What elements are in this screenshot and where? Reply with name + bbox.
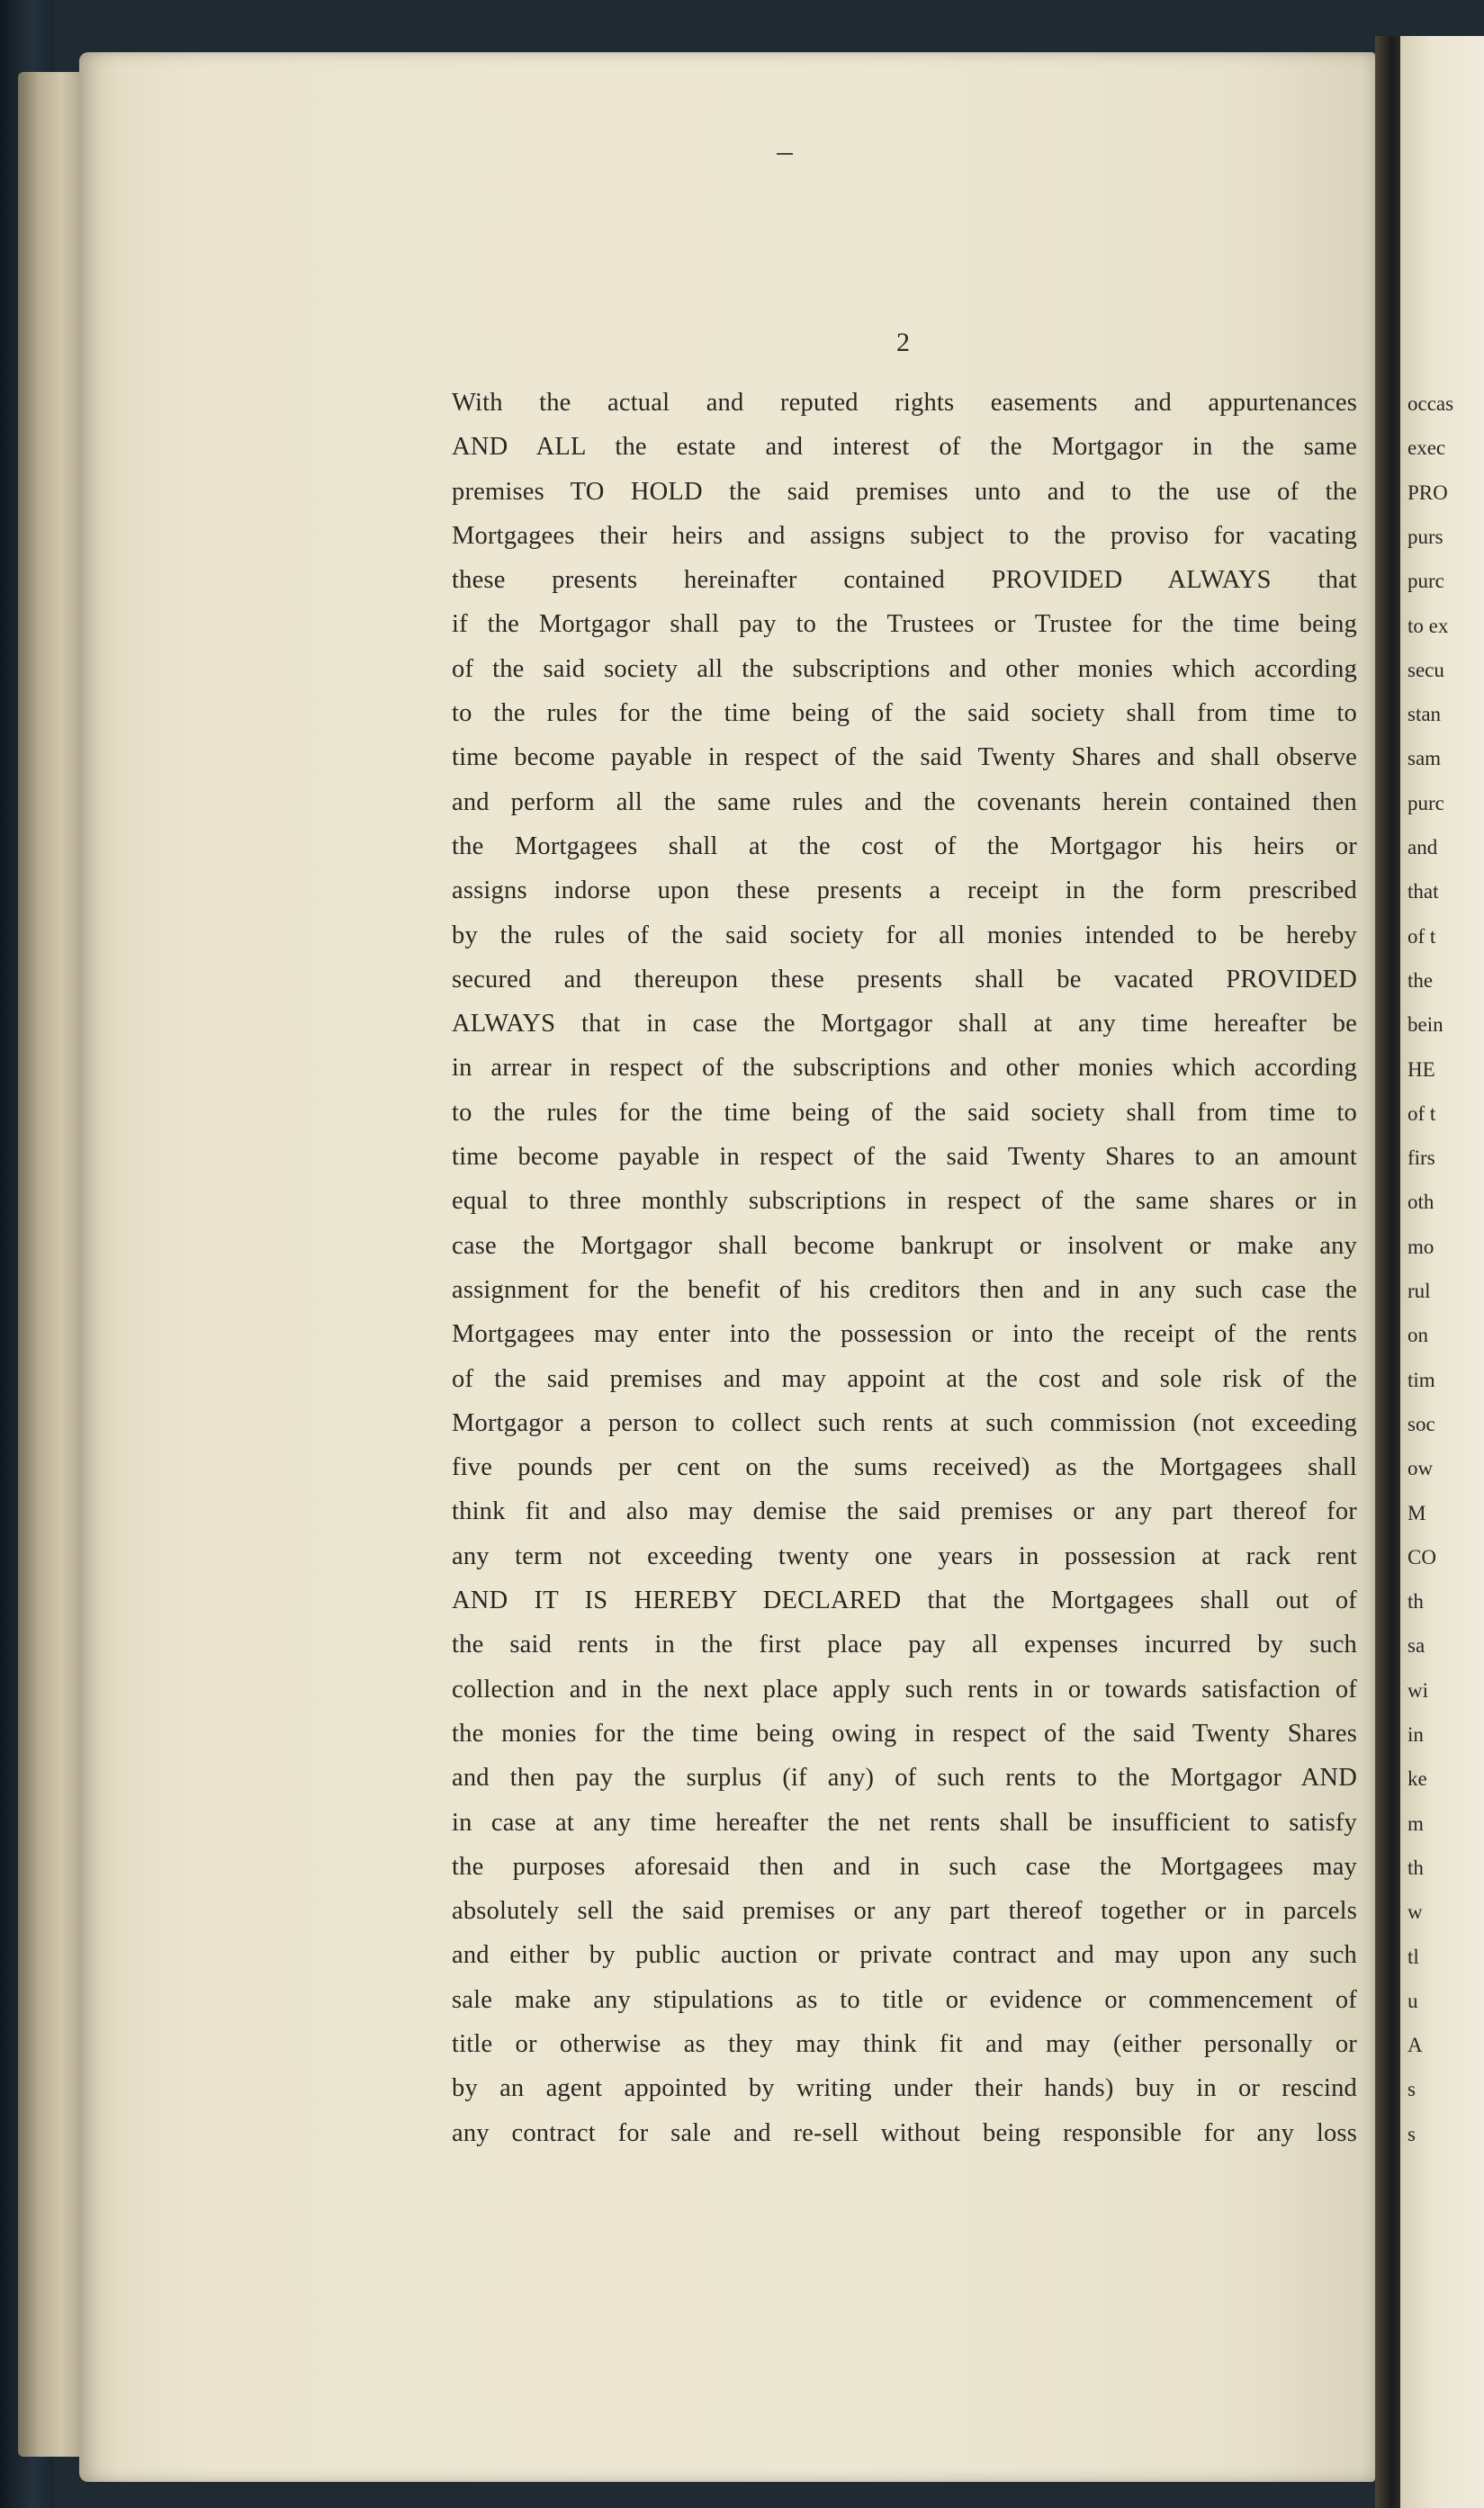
text-line: sale make any stipulations as to title or evidence or commencement of (452, 1985, 1357, 2014)
text-line: the purposes aforesaid then and in such case the Mortgagees may (452, 1852, 1357, 1881)
next-page-fragment: purc (1408, 570, 1444, 593)
text-line: Mortgagees may enter into the possession or into the receipt of the rents (452, 1320, 1357, 1349)
next-page-fragment: CO (1408, 1545, 1436, 1569)
text-line: assignment for the benefit of his creditors then and in any such case the (452, 1275, 1357, 1304)
next-page-fragment: m (1408, 1811, 1424, 1835)
text-line: equal to three monthly subscriptions in respect of the same shares or in (452, 1187, 1357, 1216)
top-dash-mark (777, 153, 793, 155)
text-line: and perform all the same rules and the covenants herein contained then (452, 787, 1357, 816)
book-gutter (1375, 36, 1402, 2508)
page-body-text (452, 381, 1357, 2155)
next-page-fragment: on (1408, 1324, 1428, 1347)
next-page-fragment: sam (1408, 747, 1442, 770)
next-page-fragment: sa (1408, 1634, 1426, 1658)
text-line: ALWAYS that in case the Mortgagor shall at any time hereafter be (452, 1010, 1357, 1038)
page-number: 2 (896, 328, 910, 357)
next-page-fragment: occas (1408, 392, 1454, 415)
text-line: the monies for the time being owing in respect of the said Twenty Shares (452, 1719, 1357, 1748)
text-line: title or otherwise as they may think fit and may (either personally or (452, 2029, 1357, 2058)
next-page-fragment: in (1408, 1723, 1424, 1746)
next-page-fragment: purc (1408, 791, 1444, 814)
text-line: assigns indorse upon these presents a receipt in the form prescribed (452, 876, 1357, 905)
next-page-fragment: to ex (1408, 614, 1449, 637)
next-page-fragment: M (1408, 1501, 1426, 1524)
text-line: time become payable in respect of the said Twenty Shares and shall observe (452, 743, 1357, 772)
text-line: AND IT IS HEREBY DECLARED that the Mortgagees shall out of (452, 1587, 1357, 1615)
text-line: AND ALL the estate and interest of the Mortgagor in the same (452, 433, 1357, 462)
next-page-fragment: oth (1408, 1191, 1435, 1214)
text-line: and either by public auction or private contract and may upon any such (452, 1941, 1357, 1970)
next-page-fragment: stan (1408, 703, 1442, 726)
text-line: Mortgagor a person to collect such rents at such commission (not exceeding (452, 1408, 1357, 1437)
next-page-fragment: the (1408, 968, 1434, 992)
next-page-fragment: w (1408, 1901, 1423, 1924)
text-line: With the actual and reputed rights easements and appurtenances (452, 389, 1357, 417)
next-page-fragment: th (1408, 1590, 1424, 1614)
next-page-fragment: ow (1408, 1457, 1434, 1480)
text-line: the Mortgagees shall at the cost of the Mortgagor his heirs or (452, 832, 1357, 860)
next-page-fragment: of t (1408, 1101, 1436, 1125)
next-page-fragment: bein (1408, 1013, 1444, 1037)
text-line: of the said society all the subscriptions and other monies which according (452, 654, 1357, 683)
text-line: in arrear in respect of the subscriptions and other monies which according (452, 1054, 1357, 1083)
text-line: by an agent appointed by writing under their hands) buy in or rescind (452, 2074, 1357, 2103)
text-line: time become payable in respect of the said Twenty Shares to an amount (452, 1143, 1357, 1172)
next-page-fragment: th (1408, 1856, 1424, 1879)
next-page-fragment: rul (1408, 1280, 1431, 1302)
text-line: collection and in the next place apply such rents in or towards satisfaction of (452, 1675, 1357, 1703)
text-line: to the rules for the time being of the said society shall from time to (452, 1098, 1357, 1127)
next-page-fragment: tim (1408, 1368, 1435, 1391)
next-page-fragment: ke (1408, 1767, 1427, 1791)
next-page-fragment: firs (1408, 1146, 1435, 1170)
text-line: the said rents in the first place pay all expenses incurred by such (452, 1631, 1357, 1659)
text-line: five pounds per cent on the sums received) as the Mortgagees shall (452, 1453, 1357, 1482)
text-line: think fit and also may demise the said premises or any part thereof for (452, 1497, 1357, 1526)
next-page-fragment: mo (1408, 1235, 1435, 1258)
text-line: Mortgagees their heirs and assigns subject to the proviso for vacating (452, 521, 1357, 550)
next-page-fragment: of t (1408, 924, 1436, 948)
text-line: if the Mortgagor shall pay to the Trustees or Trustee for the time being (452, 610, 1357, 639)
text-line: to the rules for the time being of the said society shall from time to (452, 699, 1357, 728)
next-page-fragment: PRO (1408, 481, 1448, 504)
text-line: these presents hereinafter contained PROVIDED ALWAYS that (452, 566, 1357, 595)
next-page-fragment: A (1408, 2034, 1423, 2057)
next-page-fragment: secu (1408, 658, 1444, 681)
next-page-fragment: s (1408, 2078, 1416, 2101)
next-page-edge (1400, 36, 1484, 2508)
next-page-fragment: purs (1408, 525, 1444, 548)
next-page-fragment: u (1408, 1989, 1418, 2012)
text-line: any contract for sale and re-sell without being responsible for any loss (452, 2118, 1357, 2147)
text-line: premises TO HOLD the said premises unto and to the use of the (452, 477, 1357, 506)
next-page-fragment: wi (1408, 1678, 1428, 1702)
next-page-fragment: and (1408, 836, 1438, 858)
text-line: by the rules of the said society for all monies intended to be hereby (452, 921, 1357, 949)
text-line: any term not exceeding twenty one years in possession at rack rent (452, 1542, 1357, 1570)
text-line: of the said premises and may appoint at the cost and sole risk of the (452, 1364, 1357, 1393)
text-line: absolutely sell the said premises or any part thereof together or in parcels (452, 1897, 1357, 1926)
next-page-fragment: s (1408, 2122, 1416, 2145)
text-line: secured and thereupon these presents shall be vacated PROVIDED (452, 965, 1357, 993)
text-line: and then pay the surplus (if any) of such rents to the Mortgagor AND (452, 1764, 1357, 1793)
text-line: case the Mortgagor shall become bankrupt or insolvent or make any (452, 1231, 1357, 1260)
next-page-fragment: exec (1408, 436, 1446, 460)
next-page-fragment: that (1408, 880, 1439, 903)
next-page-fragment: tl (1408, 1945, 1419, 1968)
next-page-fragment: soc (1408, 1412, 1435, 1435)
next-page-fragment: HE (1408, 1057, 1435, 1081)
text-line: in case at any time hereafter the net rents shall be insufficient to satisfy (452, 1808, 1357, 1837)
